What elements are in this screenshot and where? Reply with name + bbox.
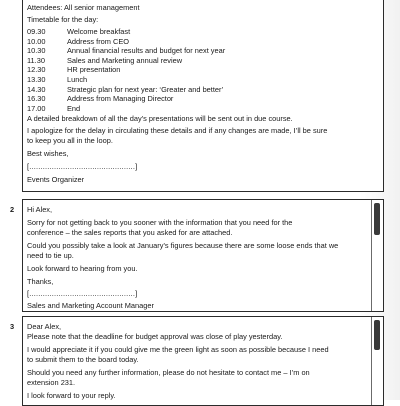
- body-line-2: conference – the sales reports that you asked for are attached.: [27, 228, 233, 237]
- body-line-2: I would appreciate it if you could give me the green light as soon as possible because I need: [27, 345, 329, 354]
- greeting: Hi Alex,: [27, 205, 53, 214]
- body-line-3: Could you possibly take a look at January’s figures because there are some loose ends that we: [27, 241, 339, 250]
- email-panel-3: [22, 316, 384, 406]
- timetable-row: 10.30 Annual financial results and budget for next year: [27, 46, 226, 56]
- scrollbar[interactable]: [371, 317, 383, 405]
- item-number-2: 2: [10, 205, 15, 214]
- email-body-3: [27, 317, 367, 405]
- timetable-row: 16.30 Address from Managing Director: [27, 94, 174, 104]
- timetable-row: 17.00 End: [27, 103, 81, 113]
- sender-title: Sales and Marketing Account Manager: [27, 301, 154, 310]
- closing: Best wishes,: [27, 149, 69, 158]
- body-line-4: Should you need any further information, please do not hesitate to contact me – I’m on: [27, 368, 310, 377]
- timetable-row: 13.30 Lunch: [27, 74, 88, 84]
- timetable-row: 12.30 HR presentation: [27, 65, 121, 75]
- scrollbar-thumb[interactable]: [374, 203, 380, 235]
- email-body-2: [27, 200, 367, 311]
- body-line-5: Look forward to hearing from you.: [27, 264, 138, 273]
- email-panel-1: [22, 0, 384, 192]
- apology-line-2: to keep you all in the loop.: [27, 136, 113, 145]
- email-panel-2: [22, 199, 384, 312]
- body-line-5: extension 231.: [27, 378, 76, 387]
- attendees-line: Attendees: All senior management: [27, 3, 140, 12]
- sender-title: Events Organizer: [27, 175, 85, 184]
- timetable-title: Timetable for the day:: [27, 15, 99, 24]
- body-line-3: to submit them to the board today.: [27, 355, 139, 364]
- closing: Thanks,: [27, 277, 54, 286]
- scrollbar[interactable]: [371, 200, 383, 311]
- signature-placeholder: [...............................................]: [27, 162, 138, 171]
- email-body-1: [27, 0, 367, 191]
- item-number-3: 3: [10, 322, 15, 331]
- body-line-1: Please note that the deadline for budget approval was close of play yesterday.: [27, 332, 283, 341]
- timetable: [27, 27, 367, 113]
- signature-placeholder: [...............................................]: [27, 289, 138, 298]
- breakdown-note: A detailed breakdown of all the day’s presentations will be sent out in due course.: [27, 114, 293, 123]
- body-line-4: need to tie up.: [27, 251, 74, 260]
- body-line-6: I look forward to your reply.: [27, 391, 116, 400]
- timetable-row: 10.00 Address from CEO: [27, 36, 130, 46]
- greeting: Dear Alex,: [27, 322, 62, 331]
- apology-line-1: I apologize for the delay in circulating these details and if any changes are made, I’ll be sure: [27, 126, 328, 135]
- timetable-row: 09.30 Welcome breakfast: [27, 27, 131, 36]
- timetable-row: 11.30 Sales and Marketing annual review: [27, 55, 183, 65]
- timetable-row: 14.30 Strategic plan for next year: ‘Greater and better’: [27, 84, 224, 94]
- body-line-1: Sorry for not getting back to you sooner with the information that you need for the: [27, 218, 293, 227]
- scrollbar-thumb[interactable]: [374, 320, 380, 350]
